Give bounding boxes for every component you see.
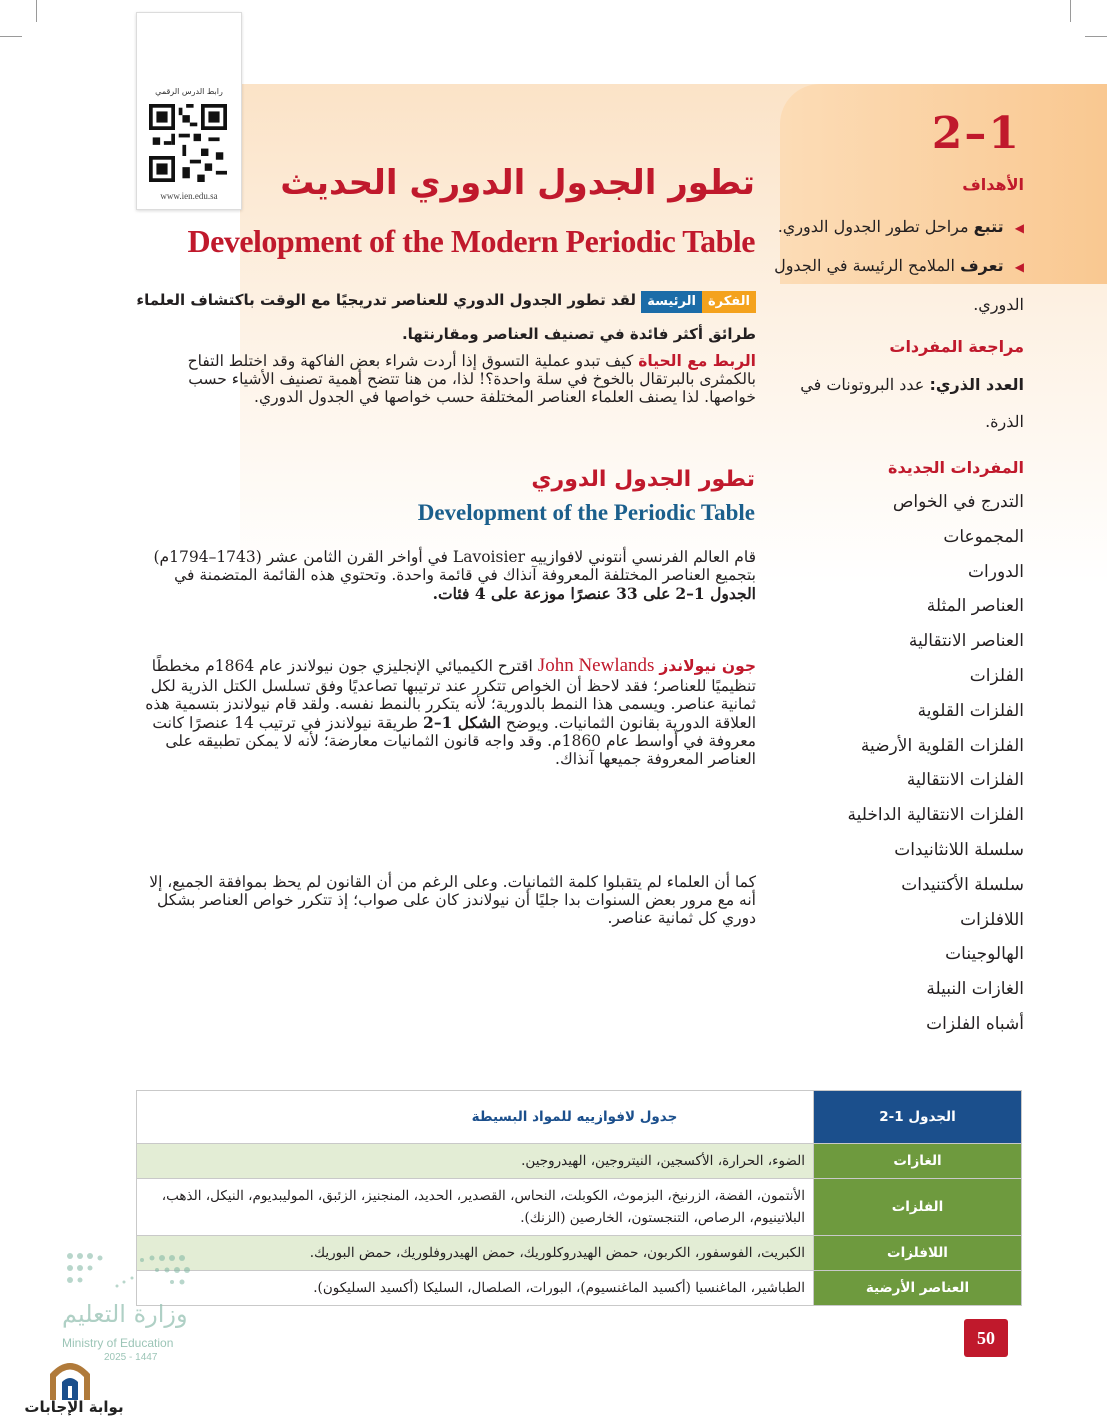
real-world-lead: الربط مع الحياة: [638, 352, 756, 370]
table-row: [137, 1144, 1022, 1179]
vocab-item: الغازات النبيلة: [926, 979, 1024, 1000]
vocab-item: العناصر الانتقالية: [908, 631, 1024, 652]
main-idea-tag-main: الرئيسة: [641, 291, 702, 313]
objective-verb: تعرف: [960, 256, 1004, 275]
vocab-review-item: [772, 366, 1024, 440]
table-cell: الكبريت، الفوسفور، الكربون، حمض الهيدروكلوريك، حمض الهيدروفلوريك، حمض البوريك.: [137, 1236, 814, 1271]
objective-text: مراحل تطور الجدول الدوري.: [777, 217, 969, 236]
vocab-item: سلسلة الأكتنيدات: [901, 874, 1024, 895]
lavoisier-table: [136, 1090, 1022, 1306]
table-row: [137, 1271, 1022, 1306]
vocab-item: الدورات: [968, 561, 1024, 582]
vocab-item: الفلزات القلوية: [917, 700, 1024, 721]
crop-mark: [1070, 0, 1071, 22]
mosque-logo-icon: [40, 1350, 100, 1402]
vocab-item: الفلزات الانتقالية الداخلية: [847, 805, 1024, 826]
table-cell: الضوء، الحرارة، الأكسجين، النيتروجين، الهيدروجين.: [137, 1144, 814, 1179]
table-row: [137, 1236, 1022, 1271]
table-header-row: [137, 1091, 1022, 1144]
lesson-number: 2–1: [931, 108, 1021, 159]
objective-item: [772, 208, 1024, 247]
table-row: [137, 1179, 1022, 1236]
paragraph-text: قام العالم الفرنسي أنتوني لافوازييه Lavoisier في أواخر القرن الثامن عشر (1743–1794م) بتجميع العناصر المختلفة المعروفة آنذاك في قائمة واحدة. وتحتوي هذه القائمة المتضمنة في: [153, 548, 756, 584]
bullet-triangle-icon: ◀: [1014, 260, 1024, 274]
figure-reference[interactable]: الشكل 1–2: [423, 713, 501, 732]
table-row-head: الفلزات: [814, 1179, 1022, 1236]
new-vocab-title: المفردات الجديدة: [888, 458, 1024, 477]
vocab-review-title: مراجعة المفردات: [889, 337, 1024, 356]
qr-link-box[interactable]: [136, 12, 242, 210]
ministry-name-english: Ministry of Education: [62, 1336, 174, 1350]
vocab-review-term: العدد الذري:: [929, 375, 1024, 394]
paragraph-text: اقترح الكيميائي الإنجليزي جون نيولاندز عام 1864م مخططًا تنظيميًا للعناصر؛ فقد لاحظ أن الخواص تتكرر عند ترتيبها تصاعديًا وفق تسلسل الكتل الذرية لكل ثمانية عناصر. ويسمى هذا النمط بالدورية؛ لأنه يتكرر بالنمط نفسه. ولقد قام نيولاندز بتسمية هذه العلاقة الدورية بقانون الثمانيات. ويوضح: [145, 657, 756, 732]
vocab-item: أشباه الفلزات: [926, 1013, 1024, 1034]
ministry-logo-icon: [62, 1248, 202, 1298]
qr-code-icon[interactable]: [149, 103, 227, 183]
side-heading-newlands-english: John Newlands: [537, 655, 655, 676]
objectives-title: الأهداف: [962, 175, 1024, 194]
page-title-english: Development of the Modern Periodic Table: [187, 223, 755, 259]
paragraph-newlands: [134, 655, 756, 768]
table-cell: الأنتمون، الفضة، الزرنيخ، البزموث، الكوبلت، النحاس، القصدير، الحديد، المنجنيز، الزئبق، الموليبديوم، النيكل، الذهب، البلاتينيوم، الرصاص، التنجستون، الخارصين (الزنك).: [137, 1179, 814, 1236]
vocab-item: الفلزات القلوية الأرضية: [860, 735, 1024, 756]
table-cell: الطباشير، الماغنسيا (أكسيد الماغنسيوم)، البورات، الصلصال، السليكا (أكسيد السليكون).: [137, 1271, 814, 1306]
side-heading-newlands: جون نيولاندز: [659, 657, 756, 675]
main-idea: [134, 283, 756, 351]
page-title-arabic: تطور الجدول الدوري الحديث: [280, 163, 755, 203]
site-name: بوابة الإجابات: [24, 1398, 124, 1416]
crop-mark: [0, 36, 22, 37]
vocab-item: اللافلزات: [960, 909, 1024, 930]
crop-mark: [36, 0, 37, 22]
table-row-head: اللافلزات: [814, 1236, 1022, 1271]
vocab-item: المجموعات: [943, 526, 1024, 547]
paragraph-octaves: كما أن العلماء لم يتقبلوا كلمة الثمانيات. وعلى الرغم من أن القانون لم يحظ بموافقة الجميع، إلا أنه مع مرور بعض السنوات بدا جليًا أن نيولاندز كان على صواب؛ إذ تتكرر خواص العناصر بشكل دوري كل ثمانية عناصر.: [149, 873, 756, 927]
sidebar: [772, 175, 1024, 1042]
bullet-triangle-icon: ◀: [1014, 221, 1024, 235]
table: [136, 1090, 1022, 1306]
page-number: 50: [964, 1319, 1008, 1357]
objective-text: الملامح الرئيسة في الجدول الدوري.: [774, 256, 1024, 314]
vocab-item: الفلزات: [969, 665, 1024, 686]
vocab-item: العناصر المثلة: [926, 596, 1024, 617]
ministry-year: 2025 - 1447: [104, 1352, 158, 1363]
paragraph-text: طريقة نيولاندز في ترتيب 14 عنصرًا كانت معروفة في أواسط عام 1860م. وقد واجه قانون الثمانيات معارضة؛ لأنه لا يمكن تطبيقه على العناصر المعروفة جميعها آنذاك.: [152, 714, 756, 768]
main-idea-tag: الفكرة: [702, 291, 756, 313]
qr-url[interactable]: www.ien.edu.sa: [160, 191, 218, 201]
qr-caption: رابط الدرس الرقمي: [155, 87, 223, 96]
vocab-item: الفلزات الانتقالية: [906, 770, 1024, 791]
real-world-connection: [134, 352, 756, 406]
table-reference[interactable]: الجدول 1–2: [675, 584, 756, 603]
table-row-head: العناصر الأرضية: [814, 1271, 1022, 1306]
vocab-item: سلسلة اللانثانيدات: [894, 839, 1024, 860]
vocab-item: الهالوجينات: [945, 944, 1024, 965]
new-vocab-list: [772, 485, 1024, 1042]
ministry-name-arabic: وزارة التعليم: [62, 1300, 188, 1328]
real-world-text: كيف تبدو عملية التسوق إذا أردت شراء بعض الفاكهة وقد اختلط التفاح بالكمثرى بالبرتقال بالخوخ في سلة واحدة؟! لذا، من هنا تتضح أهمية تصنيف الأشياء حسب خواصها. لذا يصنف العلماء العناصر المختلفة حسب خواصها في الجدول الدوري.: [187, 352, 756, 406]
objective-verb: تتبع: [973, 217, 1004, 236]
paragraph-text: على 33 عنصرًا موزعة على 4 فئات.: [432, 584, 671, 603]
section-title-english: Development of the Periodic Table: [417, 500, 755, 525]
table-title: جدول لافوازييه للمواد البسيطة: [137, 1091, 814, 1144]
table-label: الجدول 1-2: [814, 1091, 1022, 1144]
paragraph-lavoisier: [134, 548, 756, 603]
main-idea-text: لقد تطور الجدول الدوري للعناصر تدريجيًا مع الوقت باكتشاف العلماء طرائق أكثر فائدة في تصنيف العناصر ومقارنتها.: [136, 291, 756, 343]
vocab-review-definition: عدد البروتونات في الذرة.: [800, 375, 1024, 431]
objective-item: [772, 247, 1024, 323]
table-row-head: الغازات: [814, 1144, 1022, 1179]
crop-mark: [1085, 36, 1107, 37]
section-title-arabic: تطور الجدول الدوري: [531, 467, 755, 492]
vocab-item: التدرج في الخواص: [892, 492, 1024, 512]
